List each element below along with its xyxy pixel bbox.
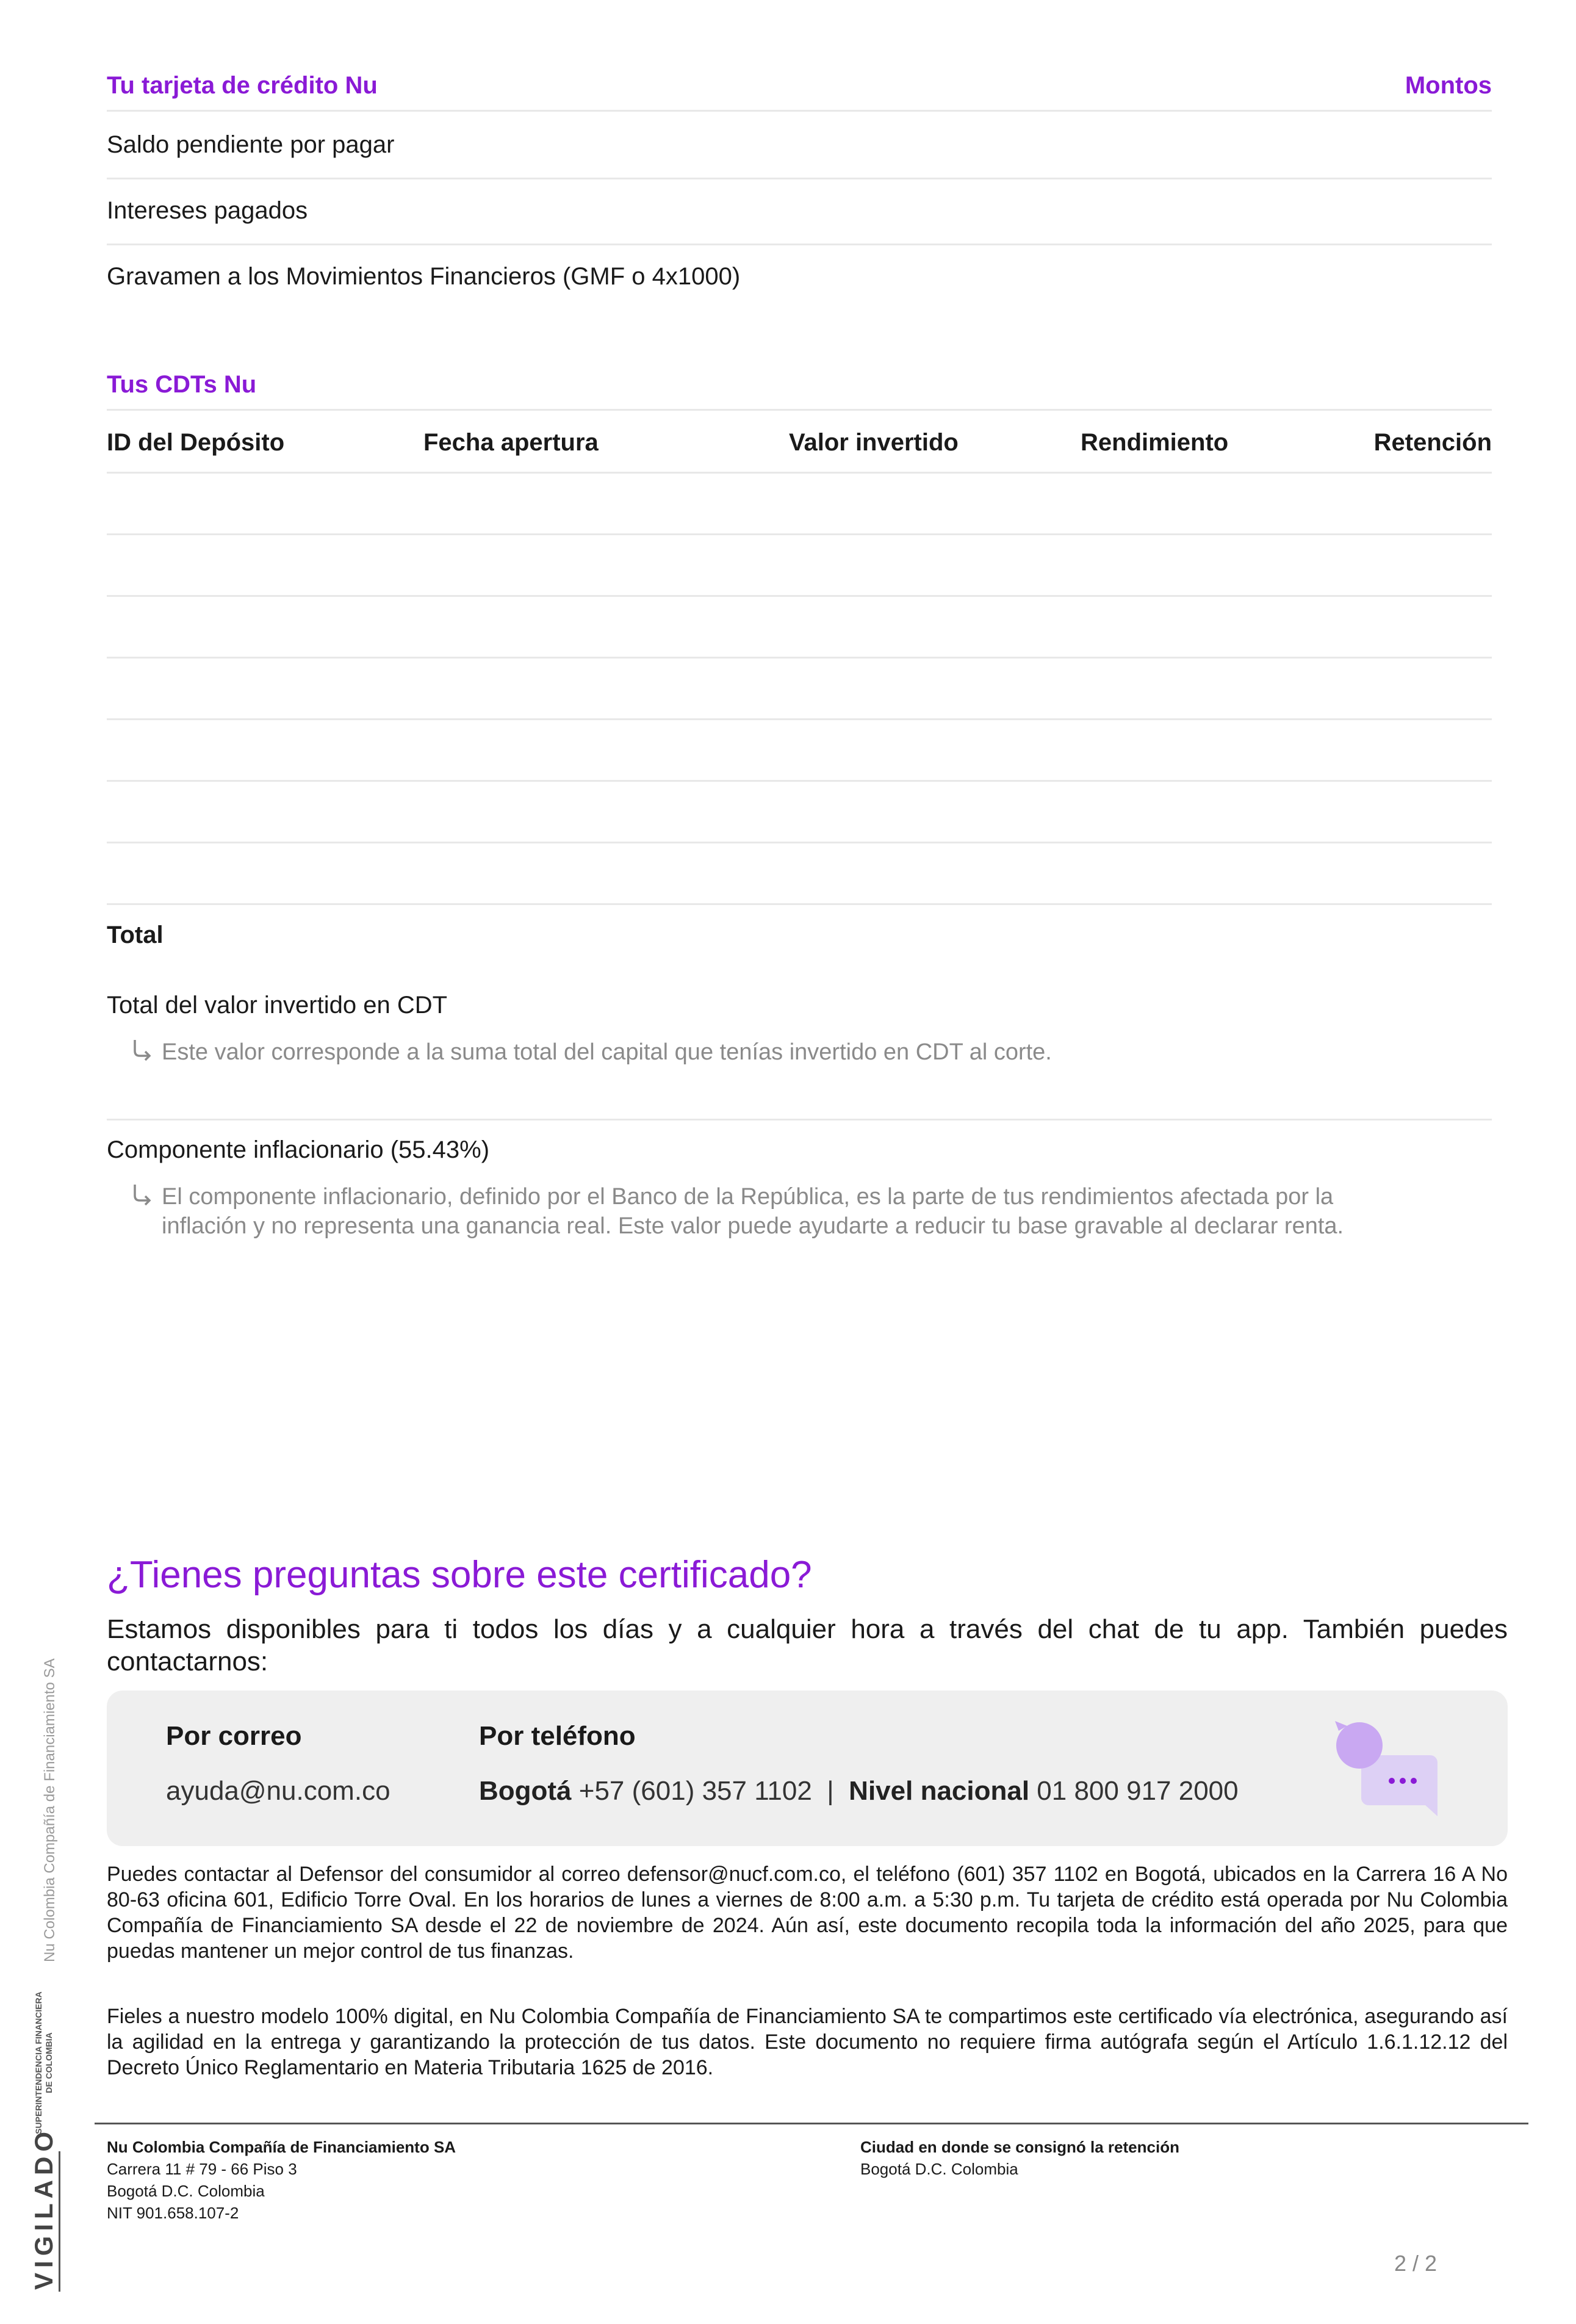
credit-card-row <box>107 178 1492 245</box>
note-text: El componente inflacionario, definido por el Banco de la República, es la parte de tus rendimientos afectada por la inflación y no representa una ganancia real. Este valor puede ayudarte a reducir tu base gravable al declarar renta. <box>162 1184 1344 1239</box>
side-company-text: Nu Colombia Compañía de Financiamiento SA <box>41 1658 58 1962</box>
email-link[interactable]: ayuda@nu.com.co <box>166 1776 390 1806</box>
credit-card-title: Tu tarjeta de crédito Nu <box>107 71 378 99</box>
vigilado-border <box>59 2151 60 2292</box>
questions-title: ¿Tienes preguntas sobre este certificado? <box>107 1554 812 1596</box>
phone-numbers <box>479 1776 1239 1806</box>
inflation-note <box>131 1182 1412 1239</box>
col-withholding: Retención <box>1373 429 1492 456</box>
footer-retention-block <box>860 2136 1179 2180</box>
footer-divider <box>95 2123 1528 2124</box>
amounts-header: Montos <box>1405 71 1492 99</box>
defensor-paragraph: Puedes contactar al Defensor del consumidor al correo defensor@nucf.com.co, el teléfono (601) 357 1102 en Bogotá, ubicados en la Carrera 16 A No 80-63 oficina 601, Edificio Torre Oval. En los horarios de lunes a viernes de 8:00 a.m. a 5:30 p.m. Tu tarjeta de crédito está operada por Nu Colombia Compañía de Financiamiento SA desde el 22 de noviembre de 2024. Aún así, este documento recopila toda la información del año 2025, para que puedas mantener un mejor control de tus finanzas. <box>107 1863 1508 1963</box>
table-row <box>107 535 1492 597</box>
table-row <box>107 474 1492 535</box>
retention-city: Bogotá D.C. Colombia <box>860 2160 1018 2178</box>
email-label: Por correo <box>166 1721 302 1751</box>
col-yield: Rendimiento <box>1081 429 1229 456</box>
row-label: Saldo pendiente por pagar <box>107 131 395 158</box>
cdt-table-header <box>107 411 1492 474</box>
col-deposit-id: ID del Depósito <box>107 429 285 456</box>
footer-company: Nu Colombia Compañía de Financiamiento SA <box>107 2138 456 2156</box>
chat-bubbles-icon <box>1334 1714 1444 1824</box>
row-label: Intereses pagados <box>107 197 308 224</box>
cdt-title: Tus CDTs Nu <box>107 360 1492 411</box>
retention-city-label: Ciudad en donde se consignó la retención <box>860 2138 1179 2156</box>
digital-paragraph: Fieles a nuestro modelo 100% digital, en Nu Colombia Compañía de Financiamiento SA te compartimos este certificado vía electrónica, asegurando así la agilidad en la entrega y garantizando la protección de tus datos. Este documento no requiere firma autógrafa según el Artículo 1.6.1.12.12 del Decreto Único Reglamentario en Materia Tributaria 1625 de 2016. <box>107 2005 1508 2079</box>
page-number: 2 / 2 <box>1394 2251 1437 2276</box>
row-label: Gravamen a los Movimientos Financieros (GMF o 4x1000) <box>107 262 741 290</box>
cdt-sum-label: Total del valor invertido en CDT <box>107 992 448 1019</box>
credit-card-row <box>107 112 1492 179</box>
footer-address: Carrera 11 # 79 - 66 Piso 3 <box>107 2160 297 2178</box>
national-label: Nivel nacional <box>849 1776 1030 1806</box>
credit-card-header <box>107 61 1492 112</box>
table-row <box>107 782 1492 843</box>
col-invested-value: Valor invertido <box>789 429 959 456</box>
table-row <box>107 659 1492 720</box>
footer-company-block <box>107 2136 456 2224</box>
questions-subtitle: Estamos disponibles para ti todos los días y a cualquier hora a través del chat de tu app. También puedes contactarnos: <box>107 1614 1508 1676</box>
return-arrow-icon <box>131 1182 159 1214</box>
bogota-label: Bogotá <box>479 1776 572 1806</box>
total-label: Total <box>107 922 164 948</box>
superintendencia-text: SUPERINTENDENCIA FINANCIERA DE COLOMBIA <box>34 1991 54 2134</box>
footer-nit: NIT 901.658.107-2 <box>107 2204 239 2222</box>
phone-label: Por teléfono <box>479 1721 636 1751</box>
col-open-date: Fecha apertura <box>423 429 599 456</box>
footer-city: Bogotá D.C. Colombia <box>107 2182 265 2200</box>
vigilado-text: VIGILADO <box>29 2126 58 2290</box>
return-arrow-icon <box>131 1038 159 1069</box>
contact-box <box>107 1691 1508 1846</box>
divider <box>107 1119 1492 1120</box>
national-phone[interactable]: 01 800 917 2000 <box>1037 1776 1239 1806</box>
phone-separator: | <box>827 1776 834 1806</box>
table-row <box>107 597 1492 659</box>
cdt-sum-note <box>131 1038 1412 1069</box>
inflation-label: Componente inflacionario (55.43%) <box>107 1136 490 1163</box>
table-row <box>107 843 1492 905</box>
credit-card-row <box>107 244 1492 309</box>
bogota-phone[interactable]: +57 (601) 357 1102 <box>578 1776 812 1806</box>
note-text: Este valor corresponde a la suma total del capital que tenías invertido en CDT al corte. <box>162 1039 1052 1065</box>
table-row <box>107 720 1492 782</box>
